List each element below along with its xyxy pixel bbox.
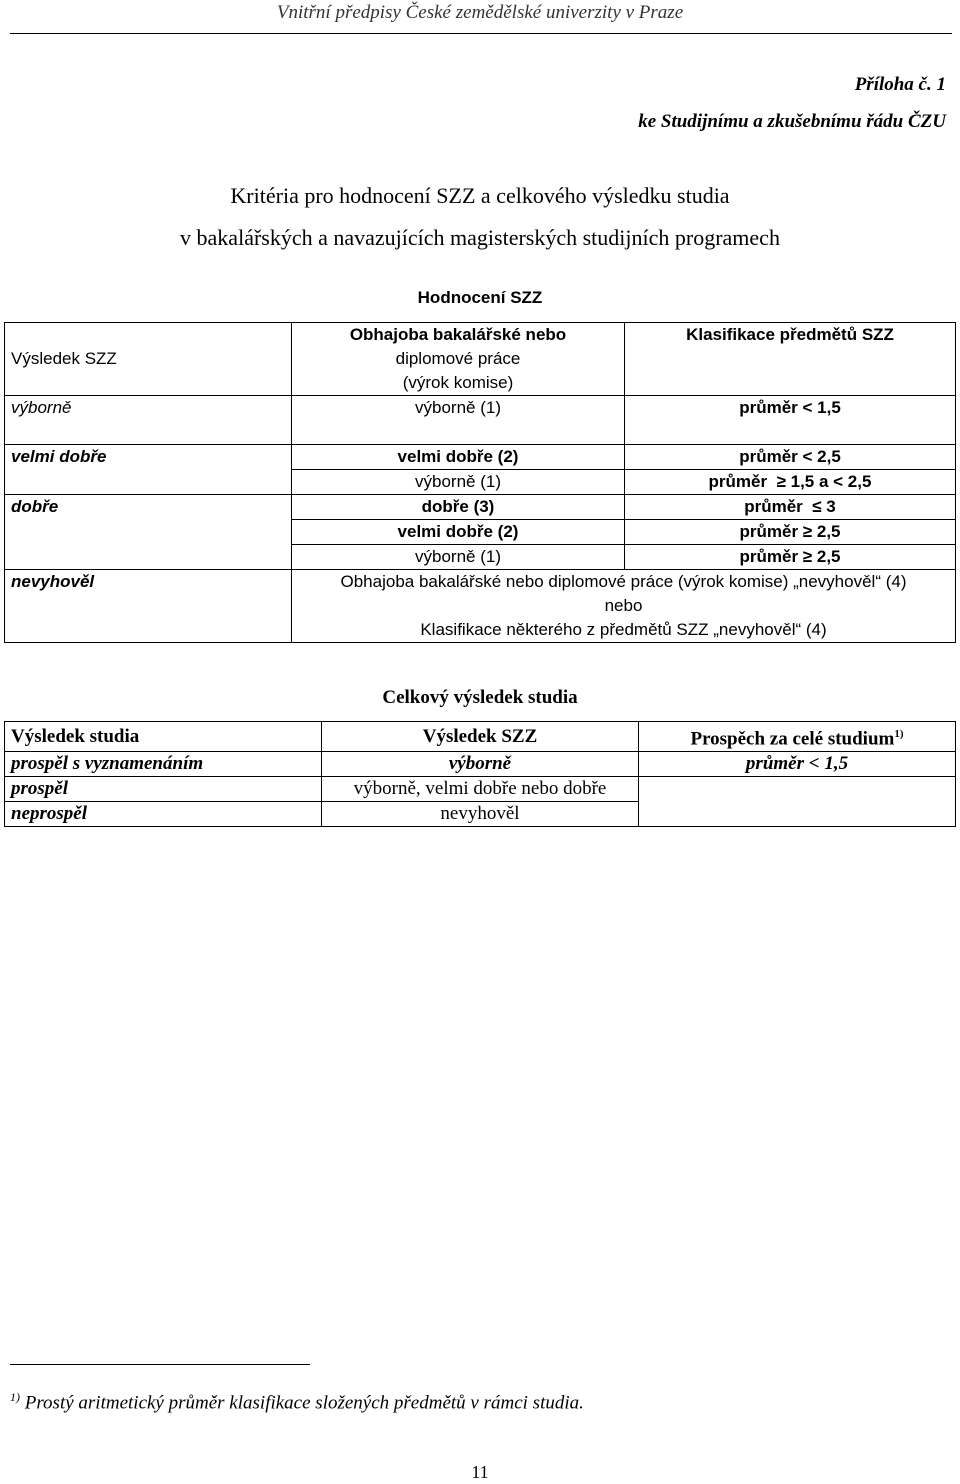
subjects-good-c: průměr ≥ 2,5 [625, 545, 956, 570]
result-excellent: výborně [5, 396, 292, 445]
page-number: 11 [471, 1462, 489, 1482]
szz-result-passed: výborně, velmi dobře nebo dobře [322, 777, 639, 802]
running-header: Vnitřní předpisy České zemědělské univerzity v Praze [276, 2, 684, 23]
grades-honors: průměr < 1,5 [639, 752, 956, 777]
szz-evaluation-heading: Hodnocení SZZ [417, 288, 543, 307]
subjects-good-b: průměr ≥ 2,5 [625, 520, 956, 545]
failed-conditions [292, 570, 956, 643]
footnote [10, 1390, 584, 1414]
appendix-subtitle: ke Studijnímu a zkušebnímu řádu ČZU [638, 111, 946, 132]
table-row [5, 520, 956, 545]
table-header-row [5, 722, 956, 752]
header-rule [10, 33, 952, 34]
study-result-honors: prospěl s vyznamenáním [5, 752, 322, 777]
failed-line3: Klasifikace některého z předmětů SZZ „nevyhověl“ (4) [420, 620, 827, 639]
header-defense-line3: (výrok komise) [402, 373, 514, 392]
table-row [5, 396, 956, 445]
footnote-rule [10, 1364, 310, 1365]
header-study-result: Výsledek studia [5, 722, 322, 752]
failed-line2: nebo [604, 596, 643, 615]
table-row [5, 445, 956, 470]
table-row [5, 545, 956, 570]
failed-line1: Obhajoba bakalářské nebo diplomové práce (výrok komise) „nevyhověl“ (4) [340, 572, 907, 591]
table-row [5, 752, 956, 777]
overall-heading: Celkový výsledek studia [382, 687, 578, 708]
study-result-failed: neprospěl [5, 802, 322, 827]
result-very-good: velmi dobře [5, 445, 292, 470]
defense-very-good-a: velmi dobře (2) [292, 445, 625, 470]
document-title-line2: v bakalářských a navazujících magisterských studijních programech [180, 225, 780, 250]
header-result: Výsledek SZZ [5, 323, 292, 396]
table-header-row [5, 323, 956, 396]
subjects-very-good-b: průměr ≥ 1,5 a < 2,5 [625, 470, 956, 495]
appendix-label: Příloha č. 1 [854, 74, 946, 95]
header-subjects: Klasifikace předmětů SZZ [625, 323, 956, 396]
subjects-very-good-a: průměr < 2,5 [625, 445, 956, 470]
study-result-passed: prospěl [5, 777, 322, 802]
table-row [5, 470, 956, 495]
szz-evaluation-table [4, 322, 956, 643]
header-grades: Prospěch za celé studium$^{1)}$ [639, 722, 956, 752]
footnote-text: Prostý aritmetický průměr klasifikace složených předmětů v rámci studia. [20, 1392, 584, 1414]
defense-good-a: dobře (3) [292, 495, 625, 520]
result-good: dobře [5, 495, 292, 520]
overall-result-table [4, 721, 956, 827]
header-defense [292, 323, 625, 396]
defense-excellent: výborně (1) [292, 396, 625, 445]
defense-very-good-b: výborně (1) [292, 470, 625, 495]
subjects-excellent: průměr < 1,5 [625, 396, 956, 445]
defense-good-b: velmi dobře (2) [292, 520, 625, 545]
header-defense-line1: Obhajoba bakalářské nebo [349, 325, 567, 344]
subjects-good-a: průměr ≤ 3 [625, 495, 956, 520]
table-row [5, 570, 956, 643]
footnote-marker: 1) [10, 1390, 20, 1404]
document-title-line1: Kritéria pro hodnocení SZZ a celkového výsledku studia [230, 183, 730, 208]
header-szz-result: Výsledek SZZ [322, 722, 639, 752]
table-row [5, 777, 956, 802]
header-defense-line2: diplomové práce [395, 349, 521, 368]
defense-good-c: výborně (1) [292, 545, 625, 570]
grades-passed [639, 777, 956, 827]
table-row [5, 495, 956, 520]
szz-result-honors: výborně [322, 752, 639, 777]
result-failed: nevyhověl [5, 570, 292, 643]
szz-result-failed: nevyhověl [322, 802, 639, 827]
footnote-ref: 1) [894, 728, 904, 740]
